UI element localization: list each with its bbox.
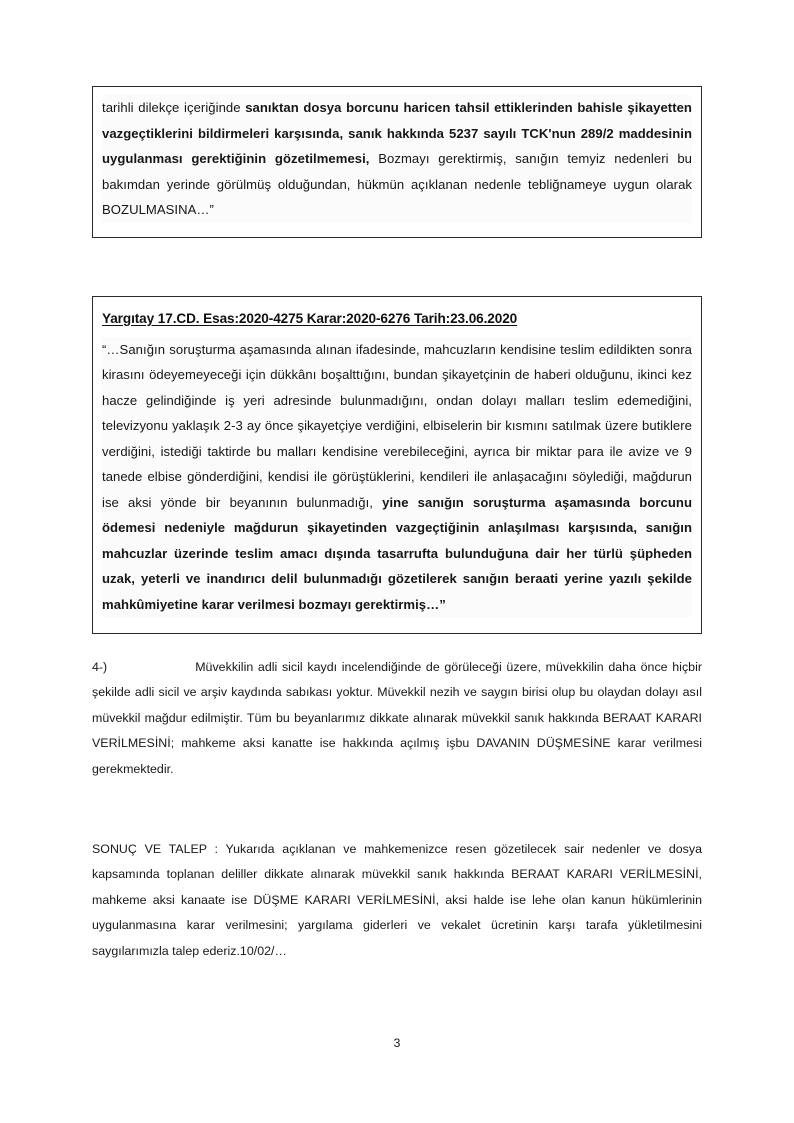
quote-box-ruling-1 (92, 86, 702, 238)
quote-2-lead-text: “…Sanığın soruşturma aşamasında alınan ifadesinde, mahcuzların kendisine teslim edildikten sonra kirasını ödeyemeyeceği için dükkânı boşalttığını, bundan şikayetçinin de haberi olduğunu, ikinci kez hacze gelindiğinde iş yeri adresinde bulunmadığını, ondan dolayı malları teslim edemediğini, televizyonu yaklaşık 2-3 ay önce şikayetçiye verdiğini, elbiselerin bir kısmını satılmak üzere butiklere verdiğini, istediği taktirde bu malları kendisine verebileceğini, ayrıca bir miktar para ile avize ve 9 tanede elbise gönderdiğini, kendisi ile görüştüklerini, kendileri ile anlaşacağını söylediği, mağdurun ise aksi yönde bir beyanının bulunmadığı, (102, 341, 692, 510)
quote-box-2-heading: Yargıtay 17.CD. Esas:2020-4275 Karar:2020-6276 Tarih:23.06.2020 (102, 310, 518, 326)
paragraph-item-4 (92, 655, 702, 782)
quote-2-bold-text: yine sanığın soruşturma aşamasında borcunu ödemesi nedeniyle mağdurun şikayetinden vazgeçtiğinin anlaşılması karşısında, sanığın mahcuzlar üzerinde teslim amacı dışında tasarrufta bulunduğuna dair her türlü şüpheden uzak, yeterli ve inandırıcı delil bulunmadığı gözetilerek sanığın beraati yerine yazılı şekilde mahkûmiyetine karar verilmesi bozmayı gerektirmiş…” (102, 494, 692, 612)
paragraph-4-marker: 4-) (92, 660, 108, 674)
quote-box-ruling-2 (92, 296, 702, 635)
quote-1-bold-text: sanıktan dosya borcunu haricen tahsil ettiklerinden bahisle şikayetten vazgeçtiklerini bildirmeleri karşısında, sanık hakkında 5237 sayılı TCK'nun 289/2 maddesinin uygulanması gerektiğinin gözetilmemesi, (102, 100, 692, 166)
page-content (92, 86, 702, 964)
quote-1-lead-text: tarihli dilekçe içeriğinde (102, 100, 246, 115)
paragraph-4-body: Müvekkilin adli sicil kaydı incelendiğinde de görüleceği üzere, müvekkilin daha önce hiçbir şekilde adli sicil ve arşiv kaydında sabıkası yoktur. Müvekkil nezih ve saygın birisi olup bu olaydan dolayı asıl müvekkil mağdur edilmiştir. Tüm bu beyanlarımız dikkate alınarak müvekkil sanık hakkında BERAAT KARARI VERİLMESİNİ; mahkeme aksi kanatte ise hakkında açılmış işbu DAVANIN DÜŞMESİNE karar verilmesi gerekmektedir. (92, 660, 702, 776)
quote-box-1-text (102, 95, 692, 223)
quote-1-tail-text: Bozmayı gerektirmiş, sanığın temyiz nedenleri bu bakımdan yerinde görülmüş olduğundan, hükmün açıklanan nedenle tebliğnameye uygun olarak BOZULMASINA…” (102, 151, 692, 217)
quote-box-2-text (102, 337, 692, 618)
page-number: 3 (393, 1036, 401, 1050)
paragraph-sonuc-body: SONUÇ VE TALEP : Yukarıda açıklanan ve mahkemenizce resen gözetilecek sair nedenler ve dosya kapsamında toplanan deliller dikkate alınarak müvekkil sanık hakkında BERAAT KARARI VERİLMESİNİ, mahkeme aksi kanaate ise DÜŞME KARARI VERİLMESİNİ, aksi halde ise lehe olan kanun hükümlerinin uygulanmasına karar verilmesini; yargılama giderleri ve vekalet ücretinin karşı tarafa yükletilmesini saygılarımızla talep ederiz.10/02/… (92, 842, 702, 958)
paragraph-sonuc-ve-talep (92, 837, 702, 964)
